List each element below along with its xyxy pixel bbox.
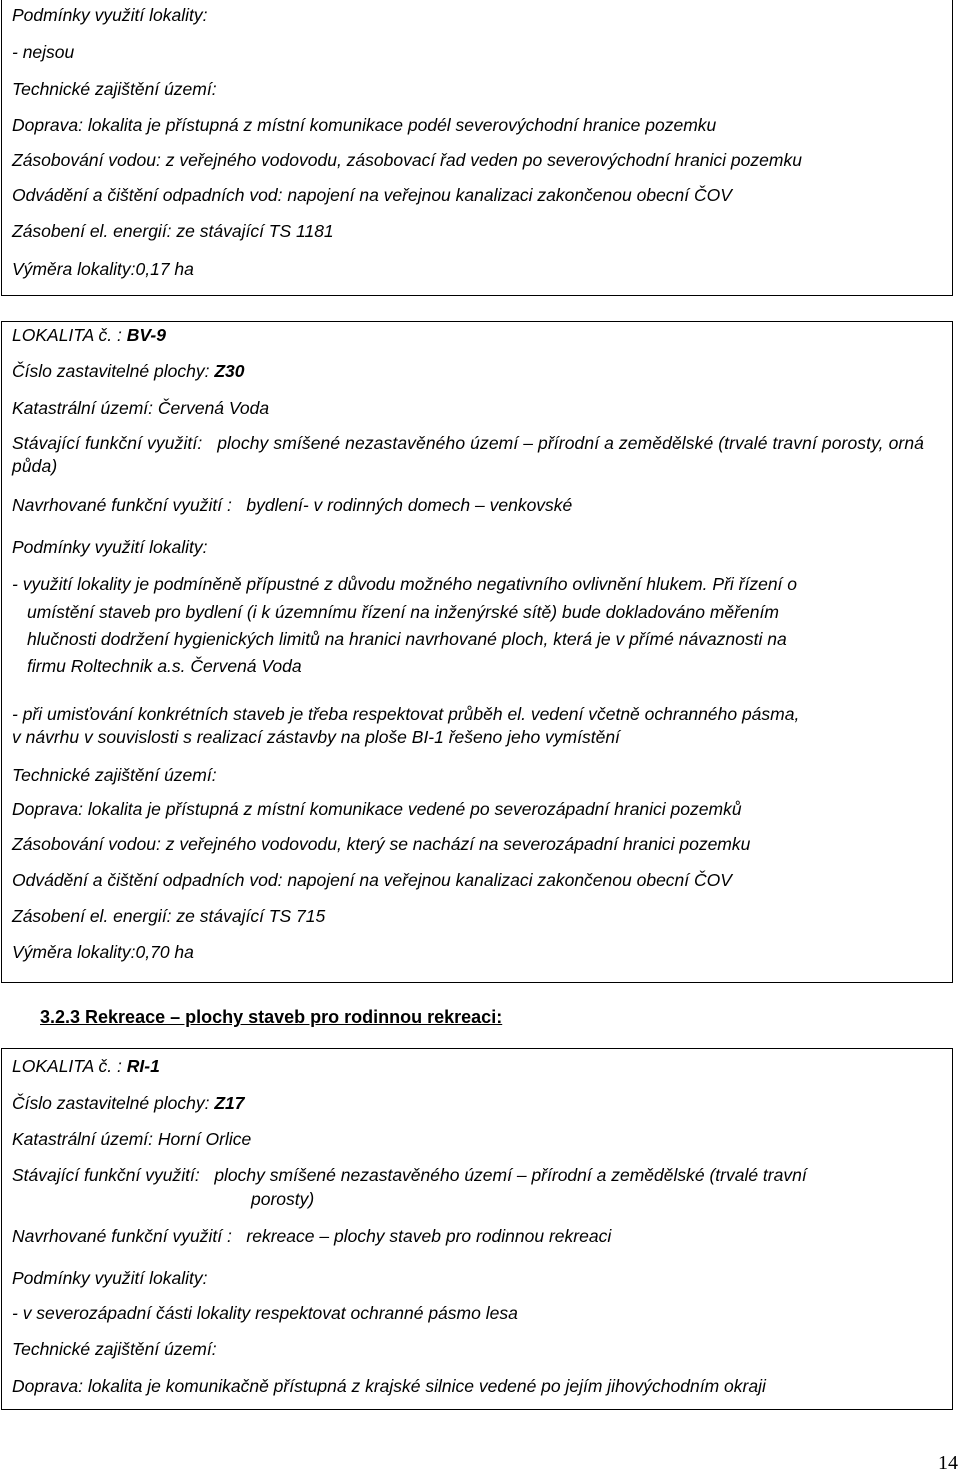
zasobovani-vodou-text: Zásobování vodou: z veřejného vodovodu, zásobovací řad veden po severovýchodní hranici pozemku	[12, 150, 802, 170]
podminka-2-line-1: - při umisťování konkrétních staveb je třeba respektovat průběh el. vedení včetně ochranného pásma,	[12, 704, 800, 724]
stavajici-label: Stávající funkční využití:	[12, 1165, 200, 1185]
lokalita-title	[12, 1055, 948, 1077]
podminky-label: Podmínky využití lokality:	[12, 1268, 208, 1288]
podminky-value: - nejsou	[12, 42, 75, 62]
zasobovani-vodou-text: Zásobování vodou: z veřejného vodovodu, který se nachází na severozápadní hranici pozemku	[12, 834, 751, 854]
stavajici-line-1	[12, 1164, 948, 1186]
technicke-label: Technické zajištění území:	[12, 79, 217, 99]
cislo-prefix: Číslo zastavitelné plochy:	[12, 1093, 215, 1113]
lokalita-prefix: LOKALITA č. :	[12, 1056, 127, 1076]
section-heading: 3.2.3 Rekreace – plochy staveb pro rodinnou rekreaci:	[40, 1007, 503, 1027]
stavajici-label: Stávající funkční využití:	[12, 433, 203, 453]
katastralni-uzemi: Katastrální území: Horní Orlice	[12, 1129, 252, 1149]
vymera-text: Výměra lokality:0,70 ha	[12, 942, 194, 962]
navrhovane-vyuziti	[12, 1225, 948, 1247]
navrhovane-value: bydlení- v rodinných domech – venkovské	[246, 495, 573, 515]
locality-box-bv9	[1, 321, 953, 983]
page-number: 14	[938, 1452, 958, 1474]
podminka-1: - v severozápadní části lokality respektovat ochranné pásmo lesa	[12, 1303, 518, 1323]
locality-box-ri1	[1, 1048, 953, 1410]
technicke-label: Technické zajištění území:	[12, 1339, 217, 1359]
lokalita-code: RI-1	[126, 1056, 160, 1076]
podminka-2-line-2: v návrhu v souvislosti s realizací zástavby na ploše BI-1 řešeno jeho vymístění	[12, 727, 620, 747]
stavajici-vyuziti	[12, 432, 948, 478]
cislo-code: Z30	[214, 361, 245, 381]
cislo-plochy	[12, 1092, 948, 1114]
podminka-1-line-2: umístění staveb pro bydlení (i k územnímu řízení na inženýrské sítě) bude dokladováno měřením	[27, 602, 779, 622]
navrhovane-label: Navrhované funkční využití :	[12, 1226, 232, 1246]
odvadeni-text: Odvádění a čištění odpadních vod: napojení na veřejnou kanalizaci zakončenou obecní ČOV	[12, 870, 732, 890]
lokalita-prefix: LOKALITA č. :	[12, 325, 127, 345]
navrhovane-vyuziti	[12, 494, 948, 516]
technicke-label: Technické zajištění území:	[12, 765, 217, 785]
vymera-text: Výměra lokality:0,17 ha	[12, 259, 194, 279]
podminka-1-line-4: firmu Roltechnik a.s. Červená Voda	[27, 656, 302, 676]
zasobeni-el-text: Zásobení el. energií: ze stávající TS 1181	[12, 221, 334, 241]
podminka-1-line-1: - využití lokality je podmíněně přípustné z důvodu možného negativního ovlivnění hlukem. Při řízení o	[12, 574, 798, 594]
lokalita-code: BV-9	[126, 325, 166, 345]
doprava-text: Doprava: lokalita je přístupná z místní komunikace podél severovýchodní hranice pozemku	[12, 115, 717, 135]
podminky-label: Podmínky využití lokality:	[12, 5, 208, 25]
cislo-plochy	[12, 360, 948, 382]
podminky-label: Podmínky využití lokality:	[12, 537, 208, 557]
podminka-1-line-3: hlučnosti dodržení hygienických limitů na hranici navrhované ploch, která je v přímé návaznosti na	[27, 629, 787, 649]
cislo-prefix: Číslo zastavitelné plochy:	[12, 361, 215, 381]
stavajici-value-1: plochy smíšené nezastavěného území – přírodní a zemědělské (trvalé travní	[214, 1165, 807, 1185]
odvadeni-text: Odvádění a čištění odpadních vod: napojení na veřejnou kanalizaci zakončenou obecní ČOV	[12, 185, 732, 205]
locality-box-previous	[1, 0, 953, 296]
zasobeni-el-text: Zásobení el. energií: ze stávající TS 715	[12, 906, 326, 926]
navrhovane-value: rekreace – plochy staveb pro rodinnou rekreaci	[246, 1226, 612, 1246]
lokalita-title	[12, 324, 948, 346]
doprava-text: Doprava: lokalita je komunikačně přístupná z krajské silnice vedené po jejím jihovýchodním okraji	[12, 1376, 766, 1396]
katastralni-uzemi: Katastrální území: Červená Voda	[12, 398, 270, 418]
doprava-text: Doprava: lokalita je přístupná z místní komunikace vedené po severozápadní hranici pozemků	[12, 799, 742, 819]
stavajici-value: plochy smíšené nezastavěného území – přírodní a zemědělské (trvalé travní porosty, orná půda)	[12, 433, 925, 476]
stavajici-line-2: porosty)	[251, 1189, 315, 1209]
cislo-code: Z17	[214, 1093, 245, 1113]
navrhovane-label: Navrhované funkční využití :	[12, 495, 232, 515]
